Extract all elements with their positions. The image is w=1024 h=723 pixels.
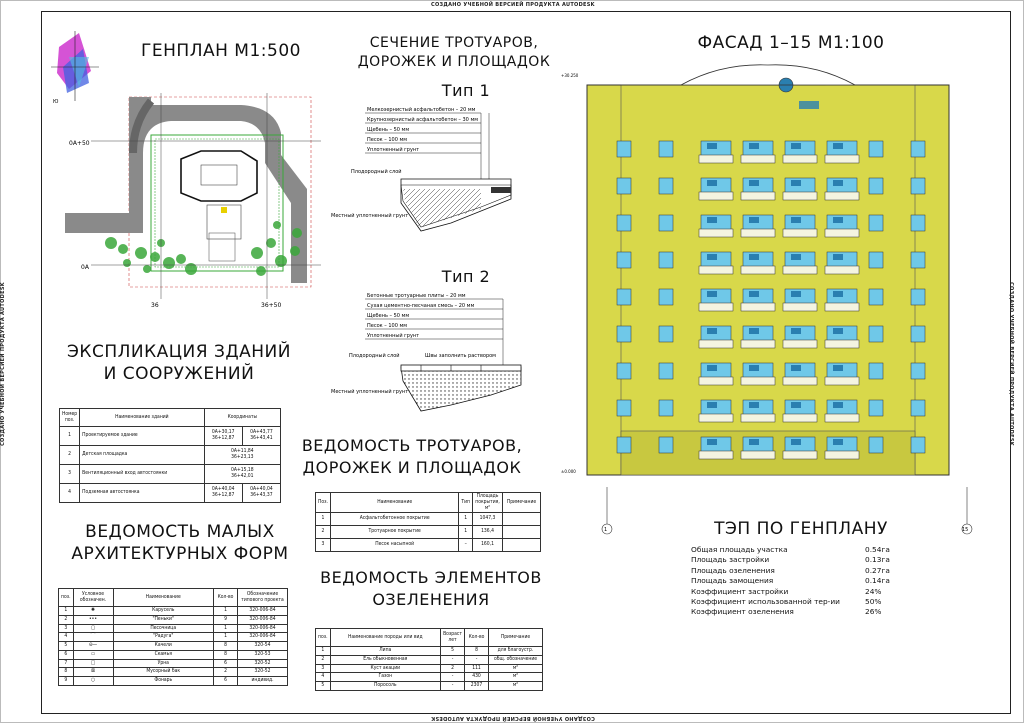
table-row: 4 Подземная автостоянка 0А+40,04 36+12,87 0А+40,04 36+43,37 <box>60 484 281 503</box>
facade-window-shade <box>833 439 843 445</box>
facade-balcony <box>699 229 733 237</box>
small-forms-title-line1: ВЕДОМОСТЬ МАЛЫХ <box>85 522 275 542</box>
tep-title: ТЭП ПО ГЕНПЛАНУ <box>714 519 888 539</box>
facade-balcony <box>825 377 859 385</box>
stumps-icon: ••• <box>73 615 113 624</box>
facade-window <box>659 363 673 379</box>
facade-balcony <box>741 155 775 163</box>
svg-text:Мелкозернистый асфальтобетон –: Мелкозернистый асфальтобетон – 20 мм <box>367 107 476 113</box>
table-row: 5 Поросоль - 2307 м² <box>316 682 543 691</box>
facade-window <box>617 289 631 305</box>
compass-label: Ю <box>53 99 59 105</box>
watermark-left: СОЗДАНО УЧЕБНОЙ ВЕРСИЕЙ ПРОДУКТА AUTODESK <box>0 282 6 446</box>
facade-window-shade <box>833 402 843 408</box>
facade-window-shade <box>791 143 801 149</box>
table-row: 4 Газон - 430 м² <box>316 673 543 682</box>
facade-balcony <box>699 155 733 163</box>
facade-balcony <box>783 303 817 311</box>
facade-window-shade <box>791 328 801 334</box>
level-bottom: ±0.000 <box>561 469 576 474</box>
explication-table <box>59 408 281 503</box>
facade-balcony <box>783 340 817 348</box>
paths-title-line2: ДОРОЖЕК И ПЛОЩАДОК <box>302 458 522 477</box>
facade-balcony <box>741 340 775 348</box>
facade-window <box>869 215 883 231</box>
facade-window <box>659 289 673 305</box>
table-row: 3 Песок насыпной – 160,1 <box>316 539 541 552</box>
table-row: 3 Куст акации 2 111 м² <box>316 664 543 673</box>
facade-axis-right: 15 <box>962 527 969 533</box>
facade-window <box>869 363 883 379</box>
greenery-table: поз. Наименование породы или вид Возраст лет Кол-во Примечание 1 Липа 5 8 для благоустр. 2 Ель обыкновенная - - общ. обозначение 3 Куст акации 2 111 м² 4 Газон - 430 м² 5 Поросоль - 2307 м² <box>315 628 543 691</box>
facade-balcony <box>741 303 775 311</box>
facade-title: ФАСАД 1–15 М1:100 <box>697 33 885 53</box>
greenery-title <box>301 567 561 611</box>
facade-window <box>911 363 925 379</box>
facade-balcony <box>825 303 859 311</box>
facade-balcony <box>741 192 775 200</box>
facade-window <box>911 326 925 342</box>
facade-window-shade <box>749 328 759 334</box>
explication-title-line1: ЭКСПЛИКАЦИЯ ЗДАНИЙ <box>67 342 291 362</box>
facade-balcony <box>783 266 817 274</box>
tep-row: Площадь застройки 0.13га <box>691 555 890 565</box>
facade-balcony <box>783 451 817 459</box>
svg-text:Уплотненный грунт: Уплотненный грунт <box>367 333 420 339</box>
facade-window <box>617 141 631 157</box>
svg-text:Местный уплотненный грунт: Местный уплотненный грунт <box>331 213 409 219</box>
axis-label-36: 36 <box>151 302 159 309</box>
facade-balcony <box>783 414 817 422</box>
facade-window-shade <box>833 180 843 186</box>
swing-icon: ⊖— <box>73 642 113 651</box>
lamp-icon: ○ <box>73 677 113 686</box>
expl-header-coord: Координаты <box>204 409 280 427</box>
facade-window <box>911 141 925 157</box>
tep-row: Коэффициент озеленения 26% <box>691 607 882 617</box>
explication-title-line2: И СООРУЖЕНИЙ <box>103 364 255 384</box>
sandbox-icon: ▢ <box>73 624 113 633</box>
facade-window-shade <box>791 439 801 445</box>
facade-window <box>659 252 673 268</box>
rainbow-icon: ⌒ <box>73 633 113 642</box>
facade-window <box>659 178 673 194</box>
facade-balcony <box>825 266 859 274</box>
facade-axis-left: 1 <box>604 527 608 533</box>
facade-drawing <box>561 59 991 539</box>
facade-window-shade <box>749 254 759 260</box>
facade-window <box>869 178 883 194</box>
facade-window <box>659 141 673 157</box>
table-row: 1 Асфальтобетонное покрытие 1 1047,3 <box>316 513 541 526</box>
facade-window <box>617 252 631 268</box>
greenery-title-line2: ОЗЕЛЕНЕНИЯ <box>372 590 490 609</box>
facade-balcony <box>699 266 733 274</box>
facade-balcony <box>825 451 859 459</box>
table-row: 1 Проектируемое здание 0А+30,17 36+12,87 0А+43,77 36+43,41 <box>60 427 281 446</box>
svg-text:Плодородный слой: Плодородный слой <box>349 353 400 359</box>
svg-text:Местный уплотненный грунт: Местный уплотненный грунт <box>331 389 409 395</box>
table-row: 2 Детская площадка 0А+11,84 36+23,13 <box>60 446 281 465</box>
facade-window-shade <box>707 254 717 260</box>
facade-window <box>659 400 673 416</box>
table-row: 3 ▢ Песочница 1 320-006-84 <box>59 624 288 633</box>
facade-balcony <box>741 451 775 459</box>
facade-window <box>869 326 883 342</box>
facade-balcony <box>825 340 859 348</box>
facade-window <box>869 252 883 268</box>
facade-window-shade <box>707 402 717 408</box>
facade-window-shade <box>791 254 801 260</box>
svg-text:Крупнозернистый асфальтобетон: Крупнозернистый асфальтобетон – 30 мм <box>367 117 478 123</box>
watermark-top: СОЗДАНО УЧЕБНОЙ ВЕРСИЕЙ ПРОДУКТА AUTODESK <box>431 2 595 8</box>
facade-window <box>659 215 673 231</box>
facade-window-shade <box>791 291 801 297</box>
expl-header-name: Наименование зданий <box>80 409 204 427</box>
facade-window-shade <box>833 328 843 334</box>
axis-label-0a: 0А <box>81 264 89 271</box>
svg-text:Сухая цементно-песчаная смесь: Сухая цементно-песчаная смесь – 20 мм <box>367 303 475 309</box>
facade-balcony <box>783 155 817 163</box>
facade-window <box>659 326 673 342</box>
tep-row: Коэффициент использованной тер-ии 50% <box>691 597 882 607</box>
axis-label-0a50: 0А+50 <box>69 140 90 147</box>
facade-window <box>659 437 673 453</box>
facade-window <box>911 437 925 453</box>
watermark-right: СОЗДАНО УЧЕБНОЙ ВЕРСИЕЙ ПРОДУКТА AUTODESK <box>1007 282 1014 446</box>
svg-text:Песок – 100 мм: Песок – 100 мм <box>367 137 408 143</box>
facade-window <box>911 215 925 231</box>
svg-text:Щебень – 50 мм: Щебень – 50 мм <box>367 127 410 133</box>
level-top: +30.250 <box>561 73 579 78</box>
tep-row: Общая площадь участка 0.54га <box>691 545 890 554</box>
tep-row: Площадь озеленения 0.27га <box>691 565 890 575</box>
facade-window <box>869 289 883 305</box>
facade-window-shade <box>707 439 717 445</box>
table-row: 1 Липа 5 8 для благоустр. <box>316 647 543 656</box>
facade-window-shade <box>749 143 759 149</box>
facade-window-shade <box>707 217 717 223</box>
facade-balcony <box>699 340 733 348</box>
tep-row: Площадь замощения 0.14га <box>691 576 890 586</box>
type2-title: Тип 2 <box>441 267 491 286</box>
facade-balcony <box>699 377 733 385</box>
facade-window-shade <box>707 328 717 334</box>
type2-section-drawing <box>331 289 531 419</box>
table-row: 2 Ель обыкновенная - - общ. обозначение <box>316 655 543 664</box>
svg-text:Швы заполнить раствором: Швы заполнить раствором <box>425 353 496 359</box>
facade-window <box>911 400 925 416</box>
bench-icon: ▭ <box>73 650 113 659</box>
section-title <box>339 34 569 72</box>
small-forms-title-line2: АРХИТЕКТУРНЫХ ФОРМ <box>71 544 289 564</box>
facade-window-shade <box>707 180 717 186</box>
facade-balcony <box>825 414 859 422</box>
facade-balcony <box>825 192 859 200</box>
facade-window-shade <box>791 217 801 223</box>
table-row: 7 □ Урна 6 320-52 <box>59 659 288 668</box>
facade-window-shade <box>833 291 843 297</box>
facade-balcony <box>699 192 733 200</box>
small-forms-title <box>55 521 305 565</box>
facade-balcony <box>741 266 775 274</box>
facade-window <box>869 400 883 416</box>
facade-window-shade <box>833 217 843 223</box>
facade-balcony <box>825 229 859 237</box>
svg-text:Песок – 100 мм: Песок – 100 мм <box>367 323 408 329</box>
table-row: 3 Вентиляционный вход автостоянки 0А+15,18 36+42,01 <box>60 465 281 484</box>
watermark-bottom: СОЗДАНО УЧЕБНОЙ ВЕРСИЕЙ ПРОДУКТА AUTODESK <box>431 715 595 721</box>
facade-window <box>617 215 631 231</box>
facade-window <box>869 141 883 157</box>
table-row: 6 ▭ Скамья 8 320-53 <box>59 650 288 659</box>
facade-balcony <box>741 414 775 422</box>
svg-text:Щебень – 50 мм: Щебень – 50 мм <box>367 313 410 319</box>
facade-window-shade <box>749 402 759 408</box>
tep-row: Коэффициент застройки 24% <box>691 586 882 596</box>
facade-window-shade <box>749 365 759 371</box>
svg-text:Бетонные тротуарные плиты – 20: Бетонные тротуарные плиты – 20 мм <box>367 293 466 299</box>
expl-header-n: Номер поз. <box>60 409 80 427</box>
facade-window <box>869 437 883 453</box>
facade-window-shade <box>791 365 801 371</box>
paths-title <box>287 435 537 479</box>
paths-title-line1: ВЕДОМОСТЬ ТРОТУАРОВ, <box>301 436 523 455</box>
facade-window-shade <box>791 180 801 186</box>
explication-title <box>61 341 297 385</box>
facade-window <box>617 326 631 342</box>
facade-window <box>911 252 925 268</box>
table-row: 2 ••• "Пеньки" 9 320-006-84 <box>59 615 288 624</box>
facade-window-shade <box>833 143 843 149</box>
section-title-line1: СЕЧЕНИЕ ТРОТУАРОВ, <box>369 35 539 51</box>
facade-balcony <box>741 377 775 385</box>
type1-title: Тип 1 <box>441 81 491 100</box>
facade-balcony <box>741 229 775 237</box>
facade-window-shade <box>749 439 759 445</box>
paths-table: Поз. Наименование Тип Площадь покрытия, м² Примечание 1 Асфальтобетонное покрытие 1 1047,3 2 Тротуарное покрытие 1 136,4 3 Песок насыпной – 160,1 <box>315 492 541 552</box>
urn-icon: □ <box>73 659 113 668</box>
facade-window-shade <box>749 180 759 186</box>
facade-window <box>617 178 631 194</box>
table-row: 5 ⊖— Качели 8 320-54 <box>59 642 288 651</box>
table-row: 4 ⌒ "Радуга" 1 320-006-84 <box>59 633 288 642</box>
facade-window <box>617 437 631 453</box>
small-forms-table: поз. Условное обозначен. Наименование Кол-во Обозначение типового проекта 1 ✺ Карусель 1 320-006-84 2 ••• "Пеньки" 9 320-006-84 3 ▢ Песочница 1 320-006-84 4 ⌒ "Радуга" 1 320-006-84 5 ⊖— Качели 8 320-54 6 ▭ Скамья 8 320-53 7 □ Урна 6 320-52 8 ⊠ Мусорный бак 2 320-52 9 ○ Фонарь 6 индивид. <box>58 588 288 686</box>
type1-section-drawing <box>331 103 531 243</box>
facade-balcony <box>825 155 859 163</box>
facade-window-shade <box>833 365 843 371</box>
table-row: 1 ✺ Карусель 1 320-006-84 <box>59 607 288 616</box>
facade-window <box>911 178 925 194</box>
facade-balcony <box>699 303 733 311</box>
site-plan-drawing <box>51 93 321 311</box>
facade-window-shade <box>833 254 843 260</box>
facade-balcony <box>699 451 733 459</box>
facade-window-shade <box>707 291 717 297</box>
facade-window-shade <box>707 143 717 149</box>
carousel-icon: ✺ <box>73 607 113 616</box>
facade-window-shade <box>749 291 759 297</box>
facade-balcony <box>783 377 817 385</box>
trash-bin-icon: ⊠ <box>73 668 113 677</box>
table-row: 8 ⊠ Мусорный бак 2 320-52 <box>59 668 288 677</box>
greenery-title-line1: ВЕДОМОСТЬ ЭЛЕМЕНТОВ <box>320 568 542 587</box>
facade-balcony <box>783 229 817 237</box>
svg-text:Уплотненный грунт: Уплотненный грунт <box>367 147 420 153</box>
site-plan-title: ГЕНПЛАН М1:500 <box>141 41 301 61</box>
facade-window <box>617 400 631 416</box>
tep-list <box>691 545 921 618</box>
axis-label-3650: 36+50 <box>261 302 282 309</box>
table-row: 9 ○ Фонарь 6 индивид. <box>59 677 288 686</box>
table-row: 2 Тротуарное покрытие 1 136,4 <box>316 526 541 539</box>
section-title-line2: ДОРОЖЕК И ПЛОЩАДОК <box>357 54 551 70</box>
facade-window-shade <box>749 217 759 223</box>
facade-balcony <box>699 414 733 422</box>
facade-window <box>911 289 925 305</box>
facade-window-shade <box>707 365 717 371</box>
facade-window <box>617 363 631 379</box>
svg-text:Плодородный слой: Плодородный слой <box>351 169 402 175</box>
facade-window-shade <box>791 402 801 408</box>
facade-balcony <box>783 192 817 200</box>
